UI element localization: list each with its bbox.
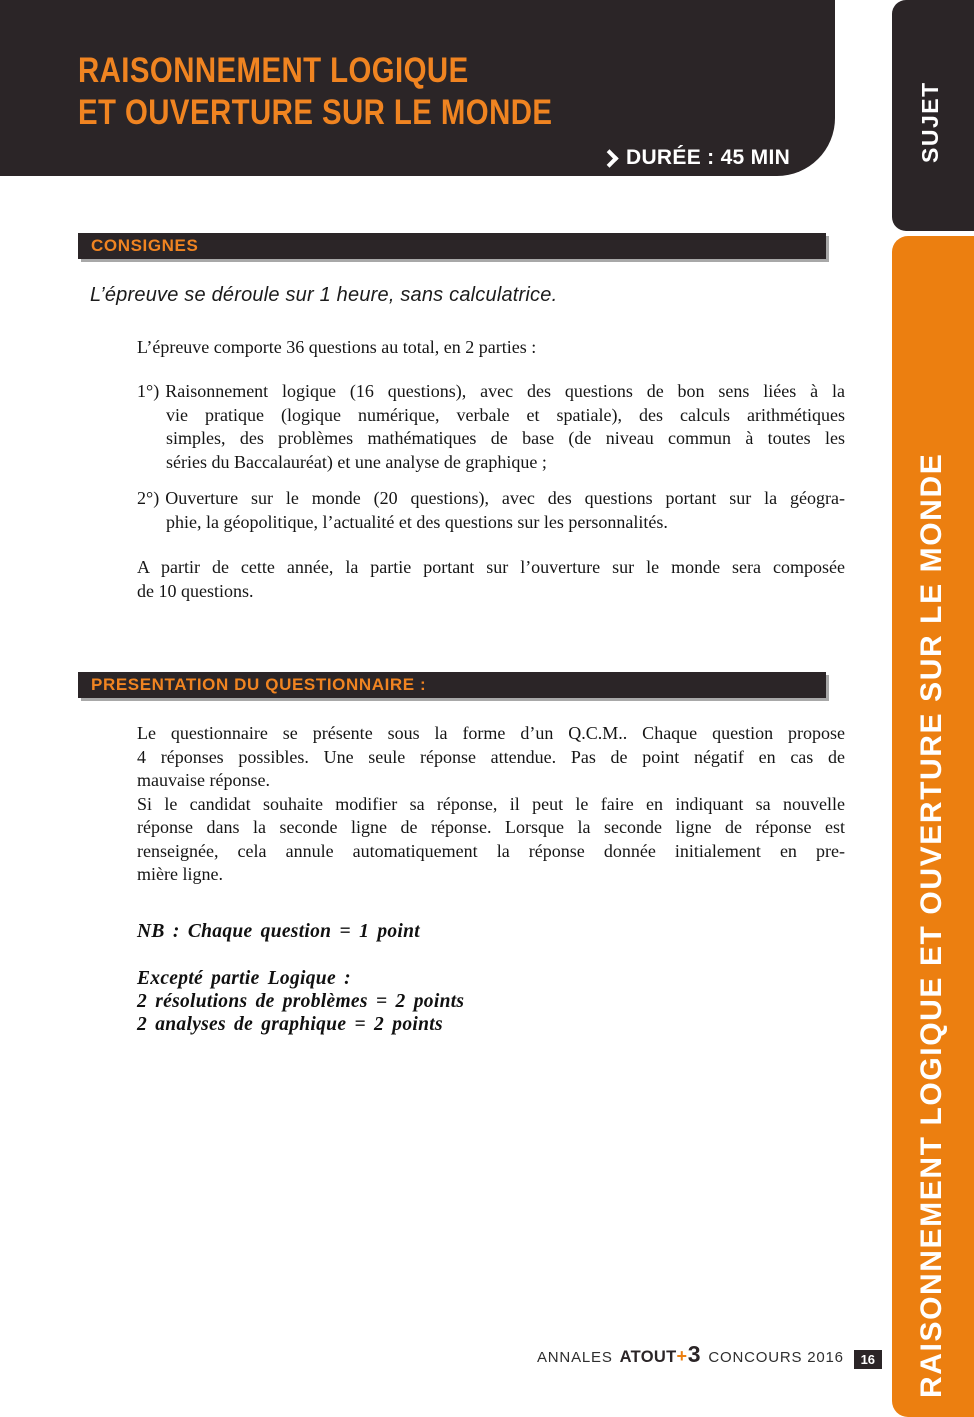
list-item-1-line: vie pratique (logique numérique, verbale et spatiale), des calculs arithmétiques [166,404,845,425]
consignes-section-header: CONSIGNES [78,233,826,259]
page-title-line1: RAISONNEMENT LOGIQUE [78,51,469,90]
consignes-lead: L’épreuve comporte 36 questions au total, en 2 parties : [137,337,537,357]
duration-row [601,146,790,170]
list-item-1-number: 1°) [137,381,160,401]
footer-logo-three: 3 [687,1341,702,1367]
page-number-badge: 16 [854,1350,882,1369]
nb-note-line: NB : Chaque question = 1 point [137,921,420,942]
footer-annales: ANNALES [537,1349,613,1366]
closing-paragraph-line: A partir de cette année, la partie portant sur l’ouverture sur le monde sera composée [137,557,845,577]
presentation-paragraph-line: réponse dans la seconde ligne de réponse. Lorsque la seconde ligne de réponse est [137,817,845,837]
presentation-paragraph [137,722,845,887]
list-item-1 [137,380,845,474]
sujet-tab-label: SUJET [917,81,943,163]
list-item-1-line [137,380,845,404]
footer-concours: CONCOURS 2016 [708,1349,844,1366]
consignes-intro-italic: L’épreuve se déroule sur 1 heure, sans calculatrice. [90,284,558,306]
presentation-paragraph-line: 4 réponses possibles. Une seule réponse attendue. Pas de point négatif en cas de [137,746,845,767]
closing-paragraph [137,556,845,603]
list-item-2-line: phie, la géopolitique, l’actualité et des questions sur les personnalités. [166,511,668,532]
page-title-line2: ET OUVERTURE SUR LE MONDE [78,93,553,132]
list-item-2 [137,487,845,534]
list-item-2-line [137,487,845,511]
list-item-2-number: 2°) [137,488,160,508]
presentation-paragraph-line: renseignée, cela annule automatiquement la réponse donnée initialement en pre- [137,840,845,861]
closing-paragraph-line: de 10 questions. [137,580,254,601]
footer-logo-plus: + [676,1346,688,1366]
nb-note-line: Excepté partie Logique : [137,968,351,989]
presentation-paragraph-line: Si le candidat souhaite modifier sa réponse, il peut le faire en indiquant sa nouvelle [137,793,845,814]
presentation-section-header: PRESENTATION DU QUESTIONNAIRE : [78,672,826,698]
presentation-paragraph-line: mière ligne. [137,864,223,884]
list-item-1-text: Raisonnement logique (16 questions), avec des questions de bon sens liées à la [165,381,845,401]
page-title [78,50,552,134]
chevron-right-icon [600,149,618,167]
footer-logo-atout: ATOUT [619,1348,677,1366]
duration-label: DURÉE : 45 MIN [626,146,791,169]
side-rail-label: RAISONNEMENT LOGIQUE ET OUVERTURE SUR LE MONDE [915,452,948,1398]
presentation-paragraph-line: Le questionnaire se présente sous la forme d’un Q.C.M.. Chaque question propose [137,723,845,743]
nb-note-gap [137,943,464,967]
list-item-1-line: simples, des problèmes mathématiques de base (de niveau commun à toutes les [166,428,845,448]
presentation-paragraph-line: mauvaise réponse. [137,770,270,790]
nb-note-line: 2 analyses de graphique = 2 points [137,1014,443,1035]
nb-note-line: 2 résolutions de problèmes = 2 points [137,991,465,1012]
footer [537,1341,882,1368]
list-item-1-line: séries du Baccalauréat) et une analyse de graphique ; [166,451,547,472]
header-banner [0,0,835,176]
list-item-2-text: Ouverture sur le monde (20 questions), avec des questions portant sur la géogra- [165,488,845,508]
nb-note [137,920,464,1036]
